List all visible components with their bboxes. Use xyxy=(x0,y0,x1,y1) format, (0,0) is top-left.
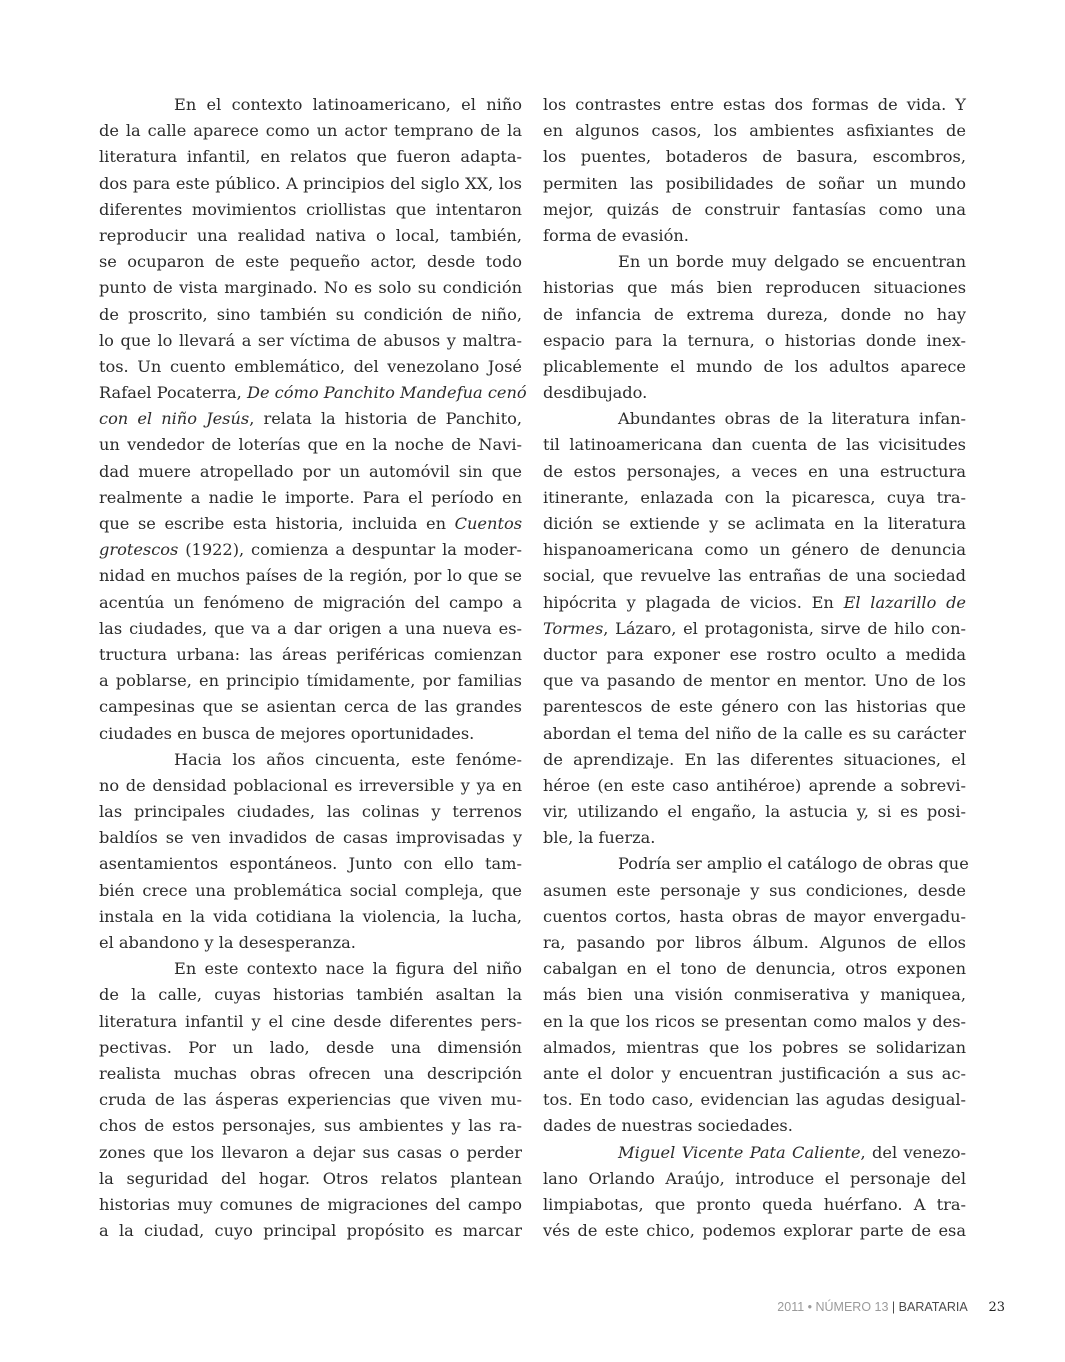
text-run: de proscrito, sino también su condición de niño, xyxy=(99,304,522,324)
text-line xyxy=(543,1166,966,1192)
text-line xyxy=(543,1192,966,1218)
text-run: itinerante, enlazada con la picaresca, cuya tra- xyxy=(543,487,966,507)
text-line xyxy=(99,1218,522,1244)
text-run: las principales ciudades, las colinas y terrenos xyxy=(99,802,522,822)
text-line xyxy=(99,275,522,301)
text-line xyxy=(543,1140,966,1166)
text-run: asumen este personaje y sus condiciones, desde xyxy=(543,880,966,900)
text-run: ra, pasando por libros álbum. Algunos de ellos xyxy=(543,933,966,952)
text-run: cruda de las ásperas experiencias que viven mu- xyxy=(99,1090,522,1110)
text-line xyxy=(543,851,969,877)
text-run: en algunos casos, los ambientes asfixiantes de xyxy=(543,121,966,141)
text-line xyxy=(543,459,966,485)
text-line xyxy=(543,275,966,301)
text-line xyxy=(543,223,966,249)
text-line xyxy=(99,1113,522,1139)
text-run: a la ciudad, cuyo principal propósito es marcar xyxy=(99,1221,522,1241)
text-line xyxy=(99,668,522,694)
text-line xyxy=(543,380,966,406)
text-line xyxy=(543,302,966,328)
text-run: de aprendizaje. En las diferentes situaciones, el xyxy=(543,749,966,769)
text-run: desdibujado. xyxy=(543,383,648,403)
text-run: acentúa un fenómeno de migración del campo a xyxy=(99,592,522,612)
text-run: tos. Un cuento emblemático, del venezolano José xyxy=(99,356,522,376)
text-run: tos. En todo caso, evidencian las agudas desigual- xyxy=(543,1090,966,1110)
text-run: Hacia los años cincuenta, este fenóme- xyxy=(174,749,522,769)
text-line xyxy=(99,223,522,249)
text-run: más bien una visión conmiserativa y maniquea, xyxy=(543,985,966,1005)
text-run: en la que los ricos se presentan como malos y des- xyxy=(543,1011,966,1031)
text-line xyxy=(543,328,966,354)
text-run: historias muy comunes de migraciones del campo xyxy=(99,1194,522,1214)
text-line xyxy=(543,563,966,589)
text-run: a poblarse, en principio tímidamente, por familias xyxy=(99,671,522,691)
text-run: chos de estos personajes, sus ambientes y las ra- xyxy=(99,1116,522,1136)
text-line xyxy=(99,380,527,406)
italic-title: con el niño Jesús xyxy=(99,409,250,429)
text-run: hispanoamericana como un género de denuncia xyxy=(543,540,966,560)
text-run: literatura infantil, en relatos que fueron adapta- xyxy=(99,147,522,167)
page-footer xyxy=(777,1298,1005,1317)
text-run: ductor para exponer ese rostro oculto a medida xyxy=(543,644,966,664)
text-line xyxy=(99,721,522,747)
text-line xyxy=(543,694,966,720)
text-line xyxy=(543,721,966,747)
text-line xyxy=(543,432,966,458)
text-run: limpiabotas, que pronto queda huérfano. A tra- xyxy=(543,1194,966,1214)
text-line xyxy=(543,1061,966,1087)
text-run: , relata la historia de Panchito, xyxy=(249,409,522,429)
text-line xyxy=(543,197,966,223)
italic-title: El lazarillo de xyxy=(843,592,967,612)
text-run: ciudades en busca de mejores oportunidades. xyxy=(99,723,475,743)
text-run: que se escribe esta historia, incluida en xyxy=(99,514,455,533)
text-line xyxy=(543,799,966,825)
text-run: , Lázaro, el protagonista, sirve de hilo con- xyxy=(603,618,966,638)
italic-title: grotescos xyxy=(99,540,179,560)
text-run: Podría ser amplio el catálogo de obras que xyxy=(618,854,969,874)
text-run: baldíos se ven invadidos de casas improvisadas y xyxy=(99,828,522,848)
text-line xyxy=(99,459,522,485)
text-line xyxy=(99,144,522,170)
text-run: asentamientos espontáneos. Junto con ello tam- xyxy=(99,854,522,874)
text-line xyxy=(543,1087,966,1113)
text-line xyxy=(543,171,966,197)
text-line xyxy=(99,432,522,458)
text-run: En un borde muy delgado se encuentran xyxy=(618,252,966,272)
text-line xyxy=(543,537,966,563)
text-line xyxy=(99,1061,522,1087)
text-run: de infancia de extrema dureza, donde no hay xyxy=(543,304,966,324)
text-run: vir, utilizando el engaño, la astucia y, si es posi- xyxy=(543,802,966,822)
text-run: til latinoamericana dan cuenta de las vicisitudes xyxy=(543,435,966,455)
text-line xyxy=(543,249,966,275)
text-run: bién crece una problemática social compleja, que xyxy=(99,880,522,900)
text-line xyxy=(99,616,522,642)
text-run: literatura infantil y el cine desde diferentes pers- xyxy=(99,1011,522,1031)
text-line xyxy=(99,825,522,851)
text-run: ble, la fuerza. xyxy=(543,828,656,848)
text-run: vés de este chico, podemos explorar parte de esa xyxy=(543,1221,966,1241)
text-run: instala en la vida cotidiana la violencia, la lucha, xyxy=(99,906,522,926)
text-line xyxy=(99,590,522,616)
text-run: dad muere atropellado por un automóvil sin que xyxy=(99,461,522,481)
text-line xyxy=(99,328,522,354)
text-run: dades de nuestras sociedades. xyxy=(543,1116,793,1136)
text-run: diferentes movimientos criollistas que intentaron xyxy=(99,199,522,219)
text-line xyxy=(543,930,966,956)
text-run: dos para este público. A principios del siglo XX, los xyxy=(99,173,522,193)
text-run: realista muchas obras ofrecen una descripción xyxy=(99,1063,522,1083)
text-line xyxy=(99,92,522,118)
text-line xyxy=(543,642,966,668)
text-line xyxy=(99,956,522,982)
text-line xyxy=(99,799,522,825)
italic-title: Miguel Vicente Pata Caliente xyxy=(618,1142,861,1162)
text-line xyxy=(543,982,966,1008)
text-run: parentescos de este género con las historias que xyxy=(543,697,966,717)
text-line xyxy=(99,747,522,773)
text-line xyxy=(99,197,522,223)
text-run: plicablemente el mundo de los adultos aparece xyxy=(543,356,966,376)
italic-title: De cómo Panchito Mandefua cenó xyxy=(246,383,527,403)
text-line xyxy=(99,1192,522,1218)
text-run: cabalgan en el tono de denuncia, otros exponen xyxy=(543,959,966,979)
text-line xyxy=(543,616,966,642)
text-line xyxy=(543,354,966,380)
text-line xyxy=(99,511,522,537)
text-run: la seguridad del hogar. Otros relatos plantean xyxy=(99,1168,522,1188)
text-line xyxy=(99,878,522,904)
text-line xyxy=(543,118,966,144)
text-run: cuentos cortos, hasta obras de mayor envergadu- xyxy=(543,906,966,926)
text-line xyxy=(99,982,522,1008)
text-line xyxy=(99,537,522,563)
text-run: héroe (en este caso antihéroe) aprende a sobrevi- xyxy=(543,775,966,795)
text-line xyxy=(99,1087,522,1113)
text-line xyxy=(543,1035,966,1061)
page-number: 23 xyxy=(988,1300,1005,1315)
text-line xyxy=(99,118,522,144)
magazine-name: BARATARIA xyxy=(898,1300,967,1314)
footer-separator: | xyxy=(891,1300,896,1314)
text-run: , del venezo- xyxy=(860,1142,966,1162)
text-run: (1922), comienza a despuntar la moder- xyxy=(178,540,522,560)
text-line xyxy=(99,1009,522,1035)
text-run: un vendedor de loterías que en la noche de Navi- xyxy=(99,435,522,455)
issue-label: 2011 • NÚMERO 13 xyxy=(777,1300,889,1314)
text-line xyxy=(99,302,522,328)
text-line xyxy=(99,851,522,877)
text-line xyxy=(543,825,966,851)
text-column-right xyxy=(543,92,969,1244)
text-line xyxy=(99,354,522,380)
text-run: realmente a nadie le importe. Para el período en xyxy=(99,487,522,507)
text-run: En este contexto nace la figura del niño xyxy=(174,959,522,979)
text-line xyxy=(543,878,966,904)
text-run: forma de evasión. xyxy=(543,225,689,245)
text-run: los puentes, botaderos de basura, escombros, xyxy=(543,147,966,167)
text-run: almados, mientras que los pobres se solidarizan xyxy=(543,1037,966,1057)
text-run: permiten las posibilidades de soñar un mundo xyxy=(543,173,966,193)
text-line xyxy=(99,1166,522,1192)
text-column-left xyxy=(99,92,527,1244)
text-line xyxy=(543,590,966,616)
text-run: abordan el tema del niño de la calle es su carácter xyxy=(543,723,966,743)
text-line xyxy=(99,694,522,720)
text-run: de estos personajes, a veces en una estructura xyxy=(543,461,966,481)
italic-title: Tormes xyxy=(543,618,604,638)
text-run: de la calle, cuyas historias también asaltan la xyxy=(99,985,522,1005)
text-line xyxy=(99,904,522,930)
text-line xyxy=(543,747,966,773)
text-run: ante el dolor y encuentran justificación a sus ac- xyxy=(543,1063,966,1083)
text-run: no de densidad poblacional es irreversible y ya en xyxy=(99,775,522,795)
text-run: historias que más bien reproducen situaciones xyxy=(543,278,966,298)
text-line xyxy=(543,144,966,170)
text-run: Abundantes obras de la literatura infan- xyxy=(618,409,966,429)
text-line xyxy=(543,904,966,930)
text-line xyxy=(543,1009,966,1035)
italic-title: Cuentos xyxy=(454,514,522,533)
text-run: reproducir una realidad nativa o local, también, xyxy=(99,225,522,245)
text-run: espacio para la ternura, o historias donde inex- xyxy=(543,330,966,350)
text-line xyxy=(543,668,966,694)
text-run: se ocuparon de este pequeño actor, desde todo xyxy=(99,252,522,272)
text-line xyxy=(99,406,522,432)
text-run: lo que lo llevará a ser víctima de abusos y maltra- xyxy=(99,330,522,350)
text-line xyxy=(99,642,522,668)
text-run: nidad en muchos países de la región, por lo que se xyxy=(99,566,522,586)
text-line xyxy=(99,171,522,197)
text-run: de la calle aparece como un actor temprano de la xyxy=(99,121,522,141)
text-line xyxy=(543,1218,966,1244)
text-run: que va pasando de mentor en mentor. Uno de los xyxy=(543,671,966,691)
text-run: los contrastes entre estas dos formas de vida. Y xyxy=(543,95,966,114)
text-line xyxy=(99,485,522,511)
text-line xyxy=(543,956,966,982)
text-line xyxy=(99,249,522,275)
text-line xyxy=(99,1140,522,1166)
text-run: dición se extiende y se aclimata en la literatura xyxy=(543,514,966,533)
text-run: mejor, quizás de construir fantasías como una xyxy=(543,199,966,219)
text-line xyxy=(543,511,966,537)
text-run: hipócrita y plagada de vicios. En xyxy=(543,592,844,612)
text-line xyxy=(543,406,966,432)
text-line xyxy=(99,773,522,799)
text-run: el abandono y la desesperanza. xyxy=(99,933,356,952)
text-line xyxy=(543,1113,966,1139)
text-run: punto de vista marginado. No es solo su condición xyxy=(99,278,522,298)
text-line xyxy=(543,92,966,118)
text-run: lano Orlando Araújo, introduce el personaje del xyxy=(543,1168,966,1188)
text-run: pectivas. Por un lado, desde una dimensión xyxy=(99,1037,522,1057)
text-run: zones que los llevaron a dejar sus casas o perder xyxy=(99,1142,522,1162)
text-run: campesinas que se asientan cerca de las grandes xyxy=(99,697,522,717)
text-run: tructura urbana: las áreas periféricas comienzan xyxy=(99,644,522,664)
text-line xyxy=(543,485,966,511)
text-run: las ciudades, que va a dar origen a una nueva es- xyxy=(99,618,522,638)
text-line xyxy=(99,930,522,956)
text-run: Rafael Pocaterra, xyxy=(99,383,247,403)
text-line xyxy=(543,773,966,799)
text-line xyxy=(99,563,522,589)
text-line xyxy=(99,1035,522,1061)
text-run: social, que revuelve las entrañas de una sociedad xyxy=(543,566,966,586)
text-run: En el contexto latinoamericano, el niño xyxy=(174,95,522,114)
